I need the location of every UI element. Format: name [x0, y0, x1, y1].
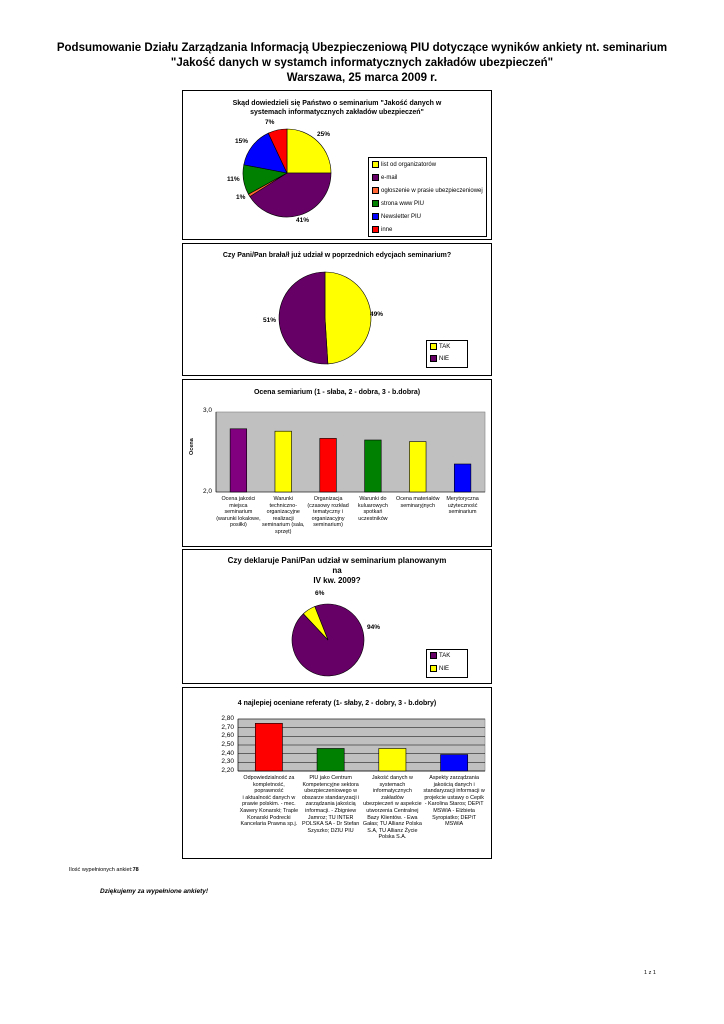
- bar: [365, 440, 382, 492]
- y-tick: 3,0: [202, 407, 212, 414]
- legend-item: inne: [372, 226, 392, 234]
- category-label-line: zarządzania jakością: [305, 801, 356, 808]
- legend-item: TAK: [430, 652, 450, 660]
- chart-title-cont: IV kw. 2009?: [313, 576, 361, 585]
- category-label-line: Organizacja: [313, 496, 343, 502]
- category-label-line: Merytoryczna: [446, 496, 479, 502]
- bar: [320, 438, 337, 492]
- category-label-line: standaryzacji informacji w: [423, 788, 485, 795]
- category-label-line: Szyszko; DZIU PIU: [307, 827, 354, 834]
- category-label-line: seminarium): [313, 522, 343, 529]
- slice-label: 41%: [296, 217, 310, 224]
- category-label-line: Syropiatko; DEPiT: [432, 814, 477, 821]
- future-participation-pie-panel: [182, 549, 492, 684]
- legend: [368, 157, 487, 237]
- thanks-note: Dziękujemy za wypełnione ankiety!: [100, 888, 209, 895]
- y-tick: 2,60: [221, 732, 234, 740]
- survey-count: [69, 867, 139, 873]
- category-label-line: i aktualność danych w: [242, 794, 296, 801]
- slice-label: 7%: [265, 119, 275, 126]
- category-label-line: uczestników: [358, 515, 388, 522]
- category-label-line: Warunki: [273, 496, 294, 502]
- category-label-line: organizacyjny: [311, 515, 345, 522]
- category-label-line: systemach: [379, 781, 406, 788]
- legend: [426, 340, 468, 368]
- legend-item: list od organizatorów: [372, 161, 436, 169]
- category-label-line: Odpowiedzialność za: [243, 775, 295, 781]
- category-label: [300, 775, 362, 834]
- bar: [230, 429, 247, 492]
- category-label-line: MSWiA: [445, 821, 464, 828]
- category-label-line: Bazy Klientów. - Ewa: [367, 814, 418, 821]
- chart-title: 4 najlepiej oceniane referaty (1- słaby, 2 - dobry, 3 - b.dobry): [237, 700, 437, 707]
- category-label-line: obszarze standaryzacji i: [301, 794, 360, 801]
- category-label-line: posiłki): [230, 522, 247, 529]
- category-label-line: miejsca: [229, 502, 248, 509]
- category-label-line: POLSKA SA - Dr Stefan: [302, 821, 360, 828]
- plot-area: [216, 412, 485, 492]
- y-tick: 2,50: [221, 741, 234, 748]
- category-label-line: ubezpieczeniowego w: [304, 788, 357, 795]
- edition-slice: [325, 272, 371, 364]
- y-tick: 2,80: [221, 715, 234, 722]
- category-label-line: Warunki do: [359, 496, 387, 502]
- category-label: [423, 775, 485, 828]
- legend-item: TAK: [430, 343, 450, 351]
- category-label-line: Kancelaria Prawna sp.j.: [240, 821, 298, 828]
- slice-label: 15%: [235, 138, 249, 145]
- slice-label: 49%: [370, 311, 384, 318]
- category-label-line: organizacyjne: [266, 509, 300, 516]
- slice-label: 6%: [315, 590, 325, 597]
- category-label-line: sprzęt): [275, 528, 292, 535]
- slice-label: 11%: [227, 176, 240, 183]
- category-label-line: seminarium (sala,: [261, 522, 305, 529]
- category-label-line: tematyczny i: [313, 509, 344, 516]
- y-axis-label: Ocena: [189, 438, 195, 455]
- category-label: [351, 496, 396, 522]
- category-label-line: MSWiA - Elżbieta: [433, 807, 475, 814]
- best-talks-bar-panel: [182, 687, 492, 859]
- category-label-line: Jamroz; TU INTER: [307, 814, 354, 821]
- y-tick: 2,20: [221, 767, 234, 774]
- category-label-line: spotkań: [363, 509, 383, 516]
- legend-item: NIE: [430, 665, 449, 673]
- legend-item: e-mail: [372, 174, 397, 182]
- category-label-line: realizacji: [272, 515, 294, 522]
- chart-title: Czy Pani/Pan brała/ł już udział w poprzednich edycjach seminarium?: [222, 252, 452, 259]
- survey-count-label: Ilość wypełnionych ankiet:: [69, 867, 133, 873]
- category-label-line: projekcie ustawy o Cepik: [424, 794, 484, 801]
- bar: [317, 748, 344, 771]
- chart-title: Czy deklaruje Pani/Pan udział w seminarium planowanym: [227, 556, 447, 565]
- seminar-rating-bar-panel: [182, 379, 492, 547]
- category-label-line: prawie polskim. - mec.: [242, 801, 296, 808]
- bar: [454, 464, 471, 492]
- category-label-line: Gałas; TU Allianz Polska: [362, 821, 422, 828]
- legend-item: strona www PIU: [372, 200, 424, 208]
- category-label-line: Konarski Podrecki: [247, 814, 291, 821]
- category-label: [362, 775, 424, 841]
- bar: [441, 755, 468, 771]
- legend-item: NIE: [430, 355, 449, 363]
- category-label: [216, 496, 261, 529]
- legend: [426, 649, 468, 678]
- bar: [255, 723, 282, 771]
- category-label-line: Polska S.A.: [378, 834, 407, 841]
- survey-count-value: 78: [132, 867, 139, 873]
- category-label: [261, 496, 306, 536]
- category-label-line: kompletność, poprawność: [252, 781, 285, 795]
- slice-label: 25%: [317, 131, 331, 138]
- category-label-line: seminarium: [224, 509, 253, 516]
- y-tick: 2,70: [221, 723, 234, 731]
- bar: [409, 442, 426, 492]
- chart-title-cont: na: [332, 566, 342, 575]
- category-label-line: Xawery Konarski; Traple: [239, 807, 299, 814]
- page-number: 1 z 1: [644, 970, 656, 976]
- chart-title-cont: systemach informatycznych zakładów ubezpieczeń": [250, 109, 424, 116]
- category-label-line: utworzenia Centralnej: [366, 807, 419, 814]
- y-tick: 2,30: [221, 758, 234, 766]
- category-label: [238, 775, 300, 828]
- category-label: [306, 496, 351, 529]
- page-title-line-3: Warszawa, 25 marca 2009 r.: [286, 72, 438, 84]
- edition-slice: [279, 272, 328, 364]
- category-label-line: kuluarowych: [357, 502, 388, 509]
- category-label-line: - Karolina Staros; DEPiT: [424, 801, 484, 808]
- category-label-line: Ocena jakości: [221, 496, 256, 502]
- y-tick: 2,0: [202, 488, 212, 495]
- bar: [379, 748, 406, 771]
- category-label: [395, 496, 440, 509]
- category-label-line: jakością danych i: [433, 781, 475, 788]
- category-label-line: seminarium: [448, 509, 477, 516]
- slice-label: 51%: [263, 317, 277, 324]
- page-title-line-2: "Jakość danych w systamch informatycznych zakładów ubezpieczeń": [170, 57, 554, 69]
- category-label-line: PIU jako Centrum: [309, 775, 352, 781]
- previous-editions-pie-panel: [182, 243, 492, 376]
- chart-title: Ocena semiarium (1 - słaba, 2 - dobra, 3 - b.dobra): [253, 389, 421, 396]
- category-label-line: Kompetencyjne sektora: [302, 781, 359, 788]
- category-label-line: S.A, TU Allianz Życie: [367, 827, 418, 834]
- source-pie-chart-panel: [182, 90, 492, 240]
- category-label-line: Aspekty zarządzania: [429, 775, 479, 781]
- category-label-line: informacji. - Zbigniew: [305, 807, 357, 814]
- page-title-line-1: Podsumowanie Działu Zarządzania Informacją Ubezpieczeniową PIU dotyczące wyników ankiety nt. seminarium: [56, 42, 668, 54]
- category-label: [440, 496, 485, 516]
- slice-label: 94%: [367, 624, 381, 631]
- category-label-line: seminaryjnych: [400, 502, 435, 509]
- y-tick: 2,40: [221, 749, 234, 757]
- category-label-line: Ocena materiałów: [396, 496, 440, 502]
- chart-title: Skąd dowiedzieli się Państwo o seminarium "Jakość danych w: [232, 100, 442, 107]
- category-label-line: ubezpieczeń w aspekcie: [363, 801, 422, 808]
- category-label-line: (czasowy rozkład: [307, 502, 349, 509]
- category-label-line: (warunki lokalowe,: [216, 515, 261, 522]
- category-label-line: techniczno-: [269, 502, 298, 509]
- bar: [275, 431, 292, 492]
- category-label-line: informatycznych zakładów: [372, 788, 412, 801]
- legend-item: ogłoszenie w prasie ubezpieczeniowej: [372, 187, 483, 195]
- category-label-line: użyteczność: [447, 502, 478, 509]
- slice-label: 1%: [236, 194, 246, 201]
- category-label-line: Jakość danych w: [371, 775, 413, 781]
- legend-item: Newsletter PIU: [372, 213, 421, 221]
